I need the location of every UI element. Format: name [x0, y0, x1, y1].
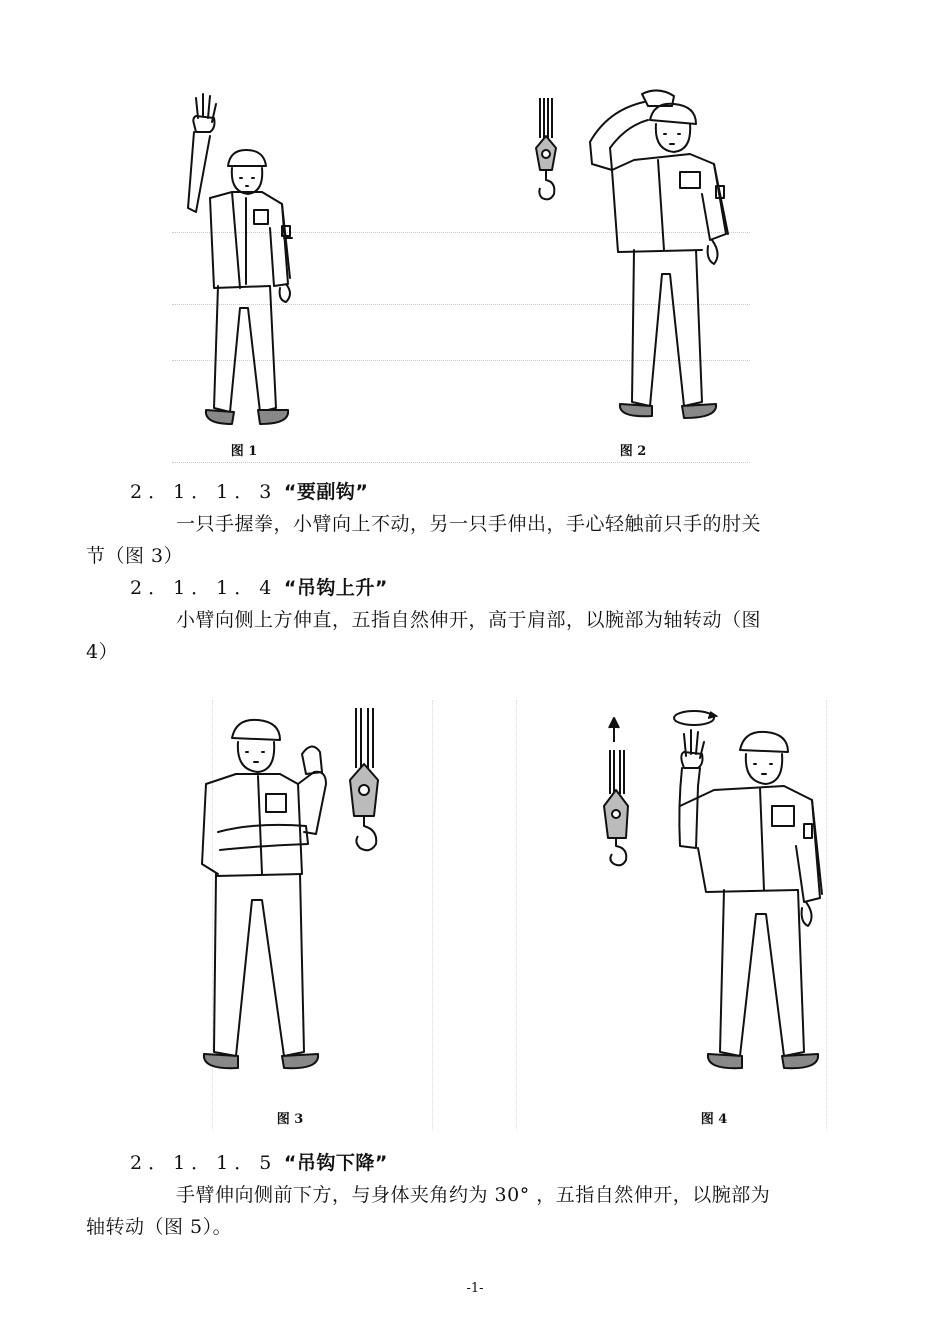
figure-3-caption: 图 3	[276, 1112, 304, 1127]
page-number: -1-	[466, 1281, 484, 1296]
section-title: “吊钩上升”	[283, 577, 388, 599]
figure-1-caption: 图 1	[230, 444, 258, 459]
figure-3-illustration	[196, 714, 336, 1078]
hook-icon	[340, 708, 390, 858]
hook-up-arrow-icon	[598, 714, 638, 874]
section-body-line: 节（图 3）	[86, 545, 184, 567]
guide-line	[172, 462, 750, 463]
guide-line	[516, 700, 517, 1130]
section-number: 2．1．1．4	[130, 577, 278, 599]
figure-2-illustration	[578, 84, 758, 424]
hook-icon	[522, 98, 570, 208]
section-title: “要副钩”	[283, 481, 369, 503]
section-heading	[130, 480, 368, 504]
section-number: 2．1．1．3	[130, 481, 278, 503]
section-heading	[130, 1151, 388, 1175]
section-body-line: 小臂向侧上方伸直，五指自然伸开，高于肩部，以腕部为轴转动（图	[176, 609, 762, 631]
figure-4-illustration	[668, 726, 832, 1078]
section-body-line: 轴转动（图 5）。	[86, 1216, 233, 1238]
section-body-line: 手臂伸向侧前下方，与身体夹角约为 30° ，五指自然伸开，以腕部为	[176, 1184, 771, 1206]
section-number: 2．1．1．5	[130, 1152, 278, 1174]
guide-line	[432, 700, 433, 1130]
figure-2-caption: 图 2	[619, 444, 647, 459]
section-heading	[130, 576, 388, 600]
figure-1-illustration	[170, 88, 320, 433]
section-body-line: 一只手握拳，小臂向上不动，另一只手伸出，手心轻触前只手的肘关	[176, 513, 762, 535]
section-title: “吊钩下降”	[283, 1152, 388, 1174]
figure-4-caption: 图 4	[700, 1112, 728, 1127]
section-body-line: 4）	[86, 641, 119, 663]
